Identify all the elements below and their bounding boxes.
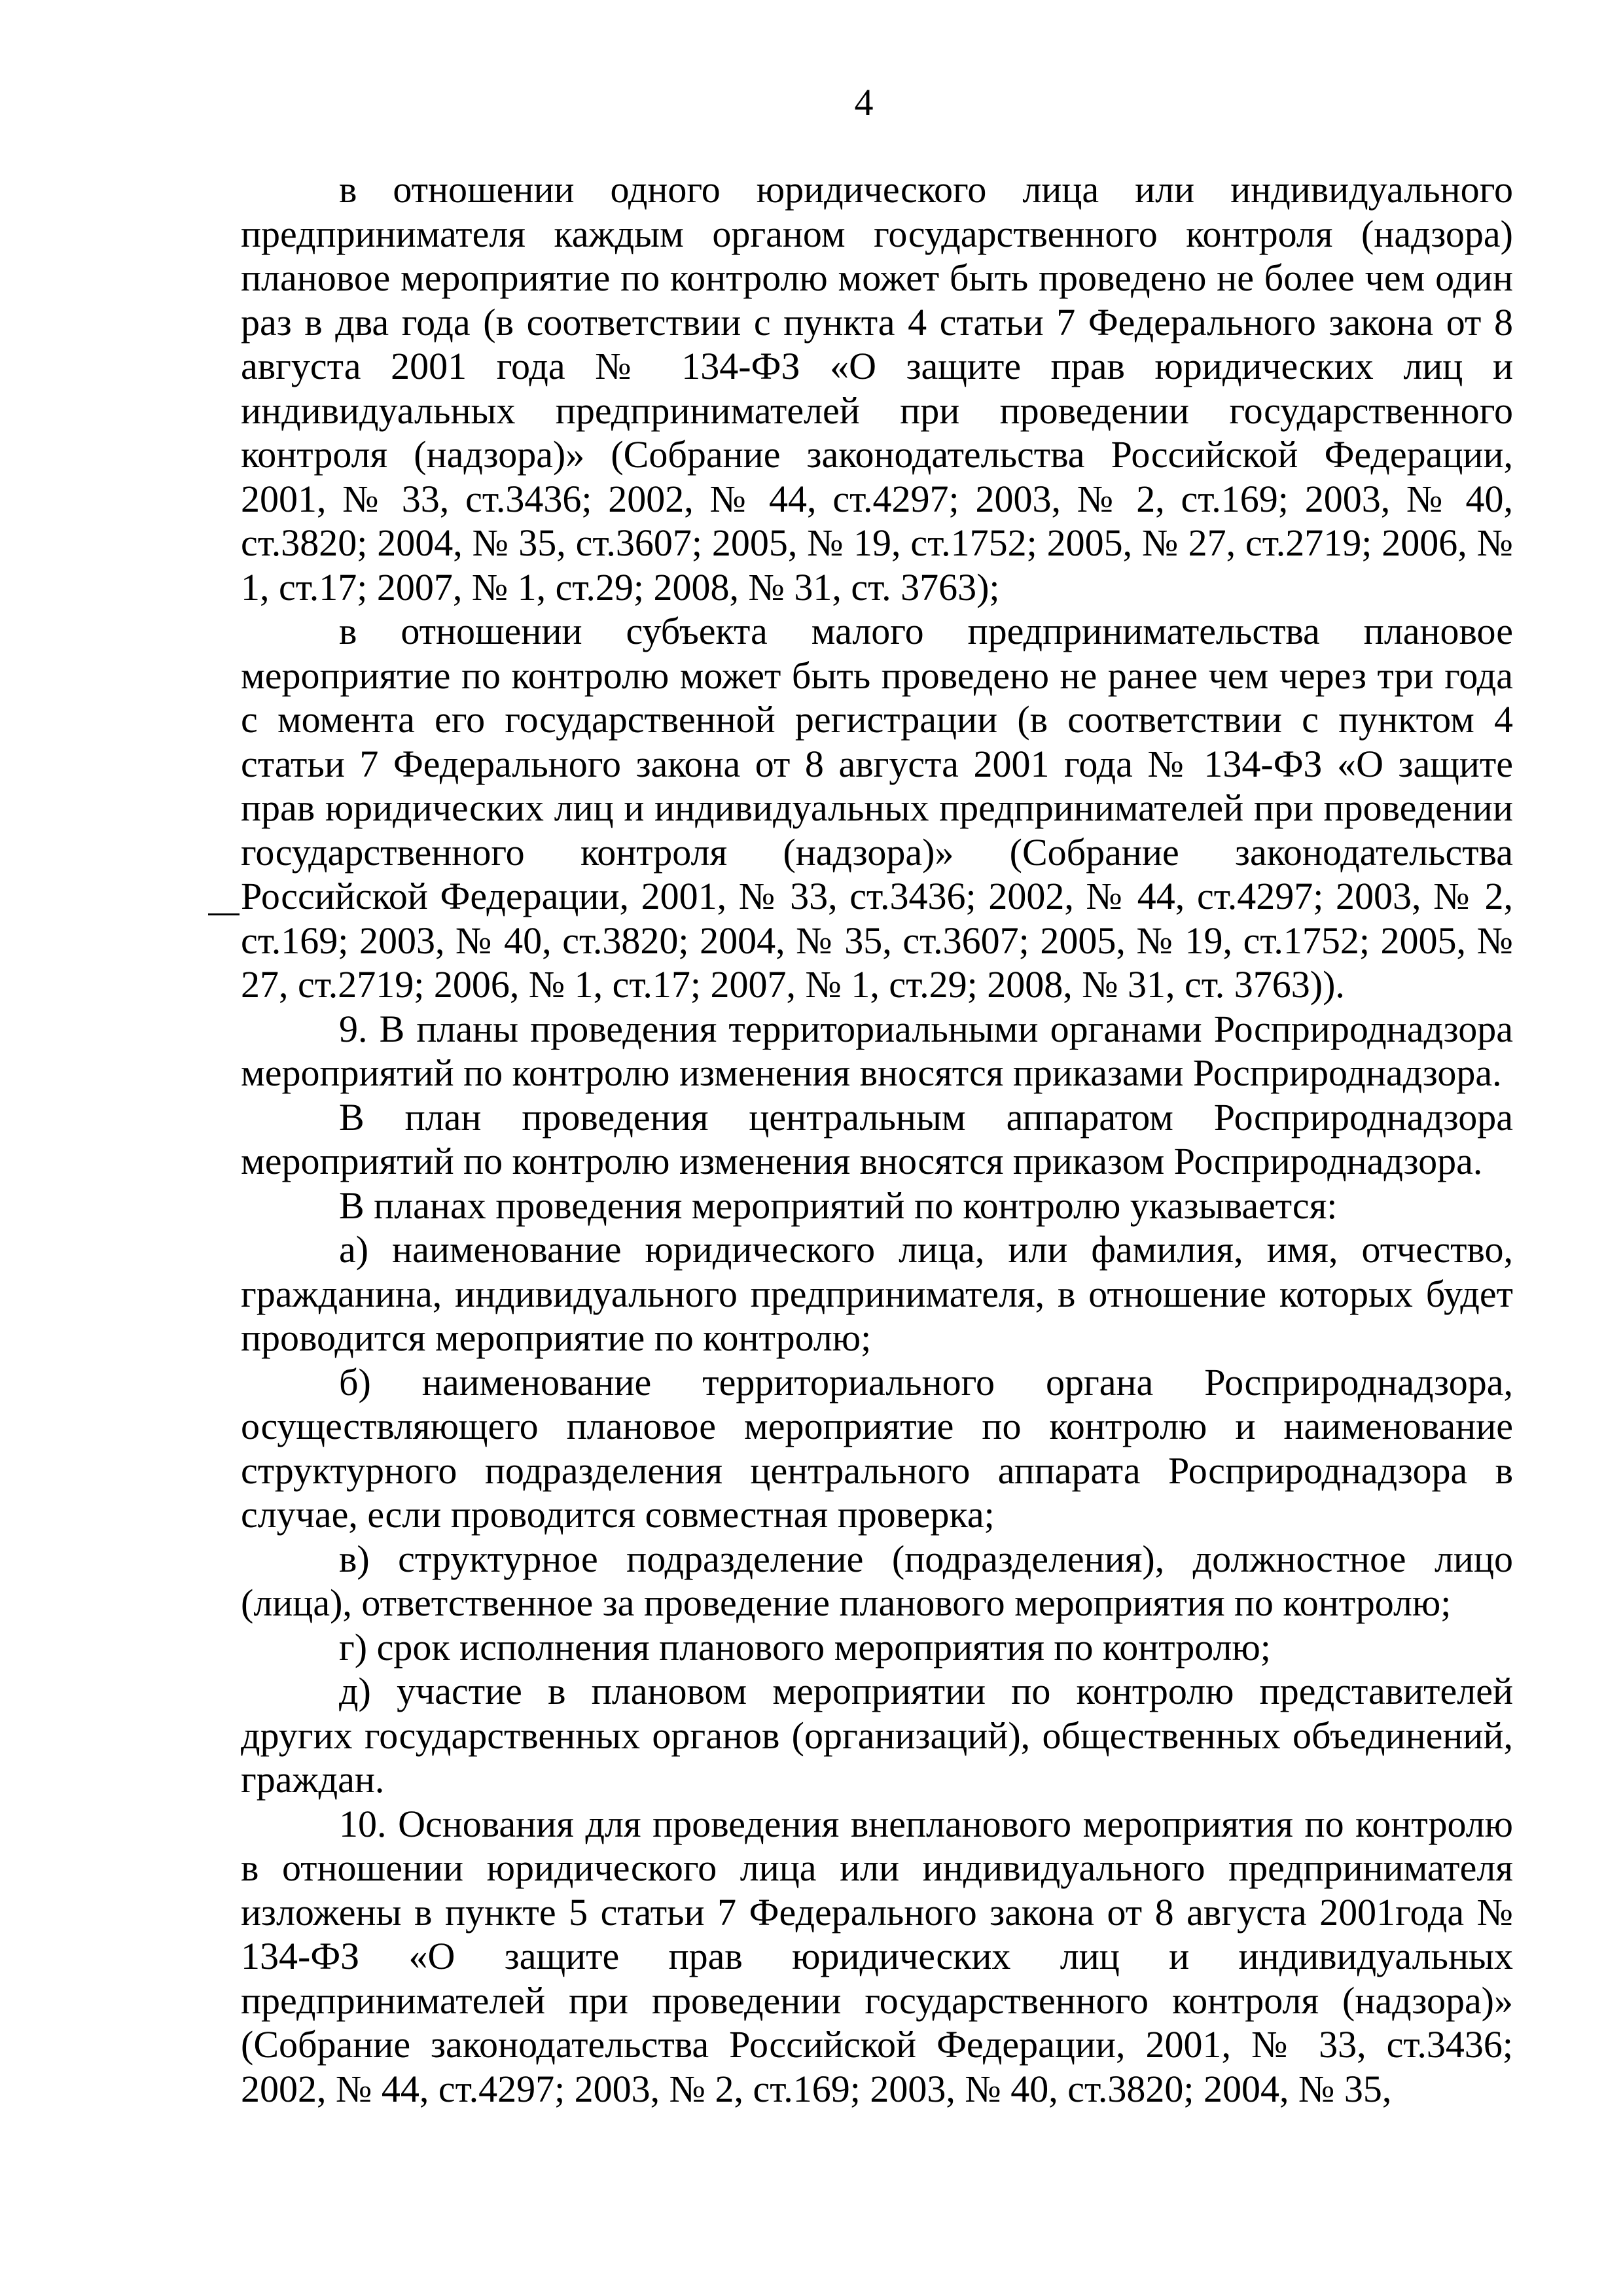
paragraph-small-business-inspection: в отношении субъекта малого предпринимательства плановое мероприятие по контролю может быть проведено не ранее чем через три года с момента его государственной регистрации (в соответствии с пунктом 4 статьи 7 Федерального закона от 8 августа 2001 года № 134-ФЗ «О защите прав юридических лиц и индивидуальных предпринимателей при проведении государственного контроля (надзора)» (Собрание законодательства Российской Федерации, 2001, № 33, ст.3436; 2002, № 44, ст.4297; 2003, № 2, ст.169; 2003, № 40, ст.3820; 2004, № 35, ст.3607; 2005, № 19, ст.1752; 2005, № 27, ст.2719; 2006, № 1, ст.17; 2007, № 1, ст.29; 2008, № 31, ст. 3763)). [241, 610, 1513, 1006]
list-item-a: а) наименование юридического лица, или фамилия, имя, отчество, гражданина, индивидуального предпринимателя, в отношение которых будет проводится мероприятие по контролю; [241, 1228, 1513, 1359]
page-number: 4 [854, 81, 874, 124]
paragraph-plan-contents-intro: В планах проведения мероприятий по контролю указывается: [339, 1184, 1338, 1227]
list-item-v: в) структурное подразделение (подразделения), должностное лицо (лица), ответственное за проведение планового мероприятия по контролю; [241, 1537, 1513, 1624]
document-body [241, 168, 1513, 2111]
list-item-b: б) наименование территориального органа Росприроднадзора, осуществляющего плановое мероприятие по контролю и наименование структурного подразделения центрального аппарата Росприроднадзора в случае, если проводится совместная проверка; [241, 1360, 1513, 1536]
paragraph-central-plan-changes: В план проведения центральным аппаратом Росприроднадзора мероприятий по контролю изменения вносятся приказом Росприроднадзора. [241, 1095, 1513, 1182]
margin-scan-mark [208, 913, 240, 915]
paragraph-planned-inspection-frequency: в отношении одного юридического лица или индивидуального предпринимателя каждым органом государственного контроля (надзора) плановое мероприятие по контролю может быть проведено не более чем один раз в два года (в соответствии с пункта 4 статьи 7 Федерального закона от 8 августа 2001 года № 134-ФЗ «О защите прав юридических лиц и индивидуальных предпринимателей при проведении государственного контроля (надзора)» (Собрание законодательства Российской Федерации, 2001, № 33, ст.3436; 2002, № 44, ст.4297; 2003, № 2, ст.169; 2003, № 40, ст.3820; 2004, № 35, ст.3607; 2005, № 19, ст.1752; 2005, № 27, ст.2719; 2006, № 1, ст.17; 2007, № 1, ст.29; 2008, № 31, ст. 3763); [241, 168, 1513, 609]
list-item-g: г) срок исполнения планового мероприятия по контролю; [339, 1625, 1271, 1669]
paragraph-item-9-territorial-plans: 9. В планы проведения территориальными органами Росприроднадзора мероприятий по контролю изменения вносятся приказами Росприроднадзора. [241, 1007, 1513, 1094]
paragraph-item-10-unplanned-inspection: 10. Основания для проведения внепланового мероприятия по контролю в отношении юридического лица или индивидуального предпринимателя изложены в пункте 5 статьи 7 Федерального закона от 8 августа 2001года № 134-ФЗ «О защите прав юридических лиц и индивидуальных предпринимателей при проведении государственного контроля (надзора)» (Собрание законодательства Российской Федерации, 2001, № 33, ст.3436; 2002, № 44, ст.4297; 2003, № 2, ст.169; 2003, № 40, ст.3820; 2004, № 35, [241, 1802, 1513, 2110]
list-item-d: д) участие в плановом мероприятии по контролю представителей других государственных органов (организаций), общественных объединений, граждан. [241, 1670, 1513, 1801]
